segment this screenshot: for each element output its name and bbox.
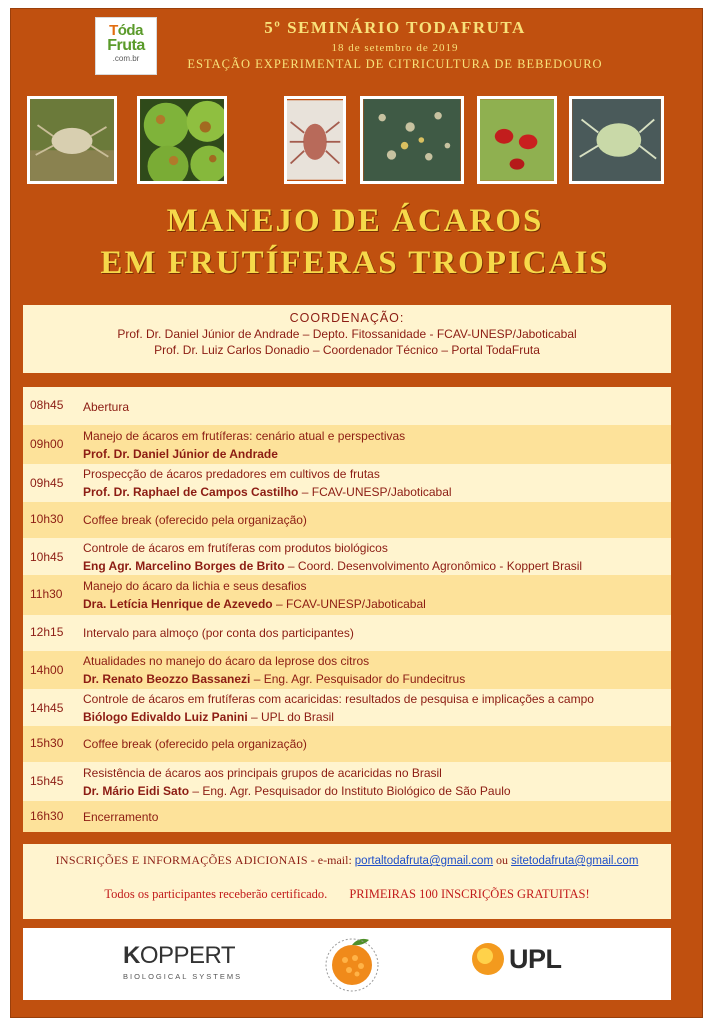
schedule-time: 14h00 bbox=[30, 663, 64, 677]
registration-info bbox=[23, 844, 671, 919]
schedule-row bbox=[23, 538, 671, 575]
sponsors-bar bbox=[23, 928, 671, 1000]
main-title bbox=[30, 200, 680, 284]
schedule-row bbox=[23, 651, 671, 689]
fundecitrus-logo-icon[interactable] bbox=[323, 934, 381, 992]
upl-logo-text: UPL bbox=[509, 943, 562, 974]
upl-sun-icon bbox=[471, 942, 505, 976]
schedule-row bbox=[23, 425, 671, 464]
schedule-topic: Intervalo para almoço (por conta dos participantes) bbox=[83, 626, 354, 640]
schedule-affiliation: – Coord. Desenvolvimento Agronômico - Koppert Brasil bbox=[284, 559, 583, 573]
event-date: 18 de setembro de 2019 bbox=[331, 42, 459, 54]
event-place: ESTAÇÃO EXPERIMENTAL DE CITRICULTURA DE BEBEDOURO bbox=[187, 57, 603, 71]
schedule-topic: Resistência de ácaros aos principais grupos de acaricidas no Brasil bbox=[83, 766, 442, 780]
red-mites-photo bbox=[477, 96, 557, 184]
fruit-photo bbox=[137, 96, 227, 184]
coordinator-2: Prof. Dr. Luiz Carlos Donadio – Coordenador Técnico – Portal TodaFruta bbox=[154, 343, 540, 357]
free-registration-note: PRIMEIRAS 100 INSCRIÇÕES GRATUITAS! bbox=[349, 887, 590, 901]
schedule-time: 09h00 bbox=[30, 437, 64, 451]
schedule-topic: Abertura bbox=[83, 400, 130, 414]
schedule-affiliation: – Eng. Agr. Pesquisador do Instituto Biológico de São Paulo bbox=[189, 784, 511, 798]
certificate-note: Todos os participantes receberão certificado. bbox=[104, 887, 328, 901]
schedule-row bbox=[23, 575, 671, 615]
logo-text-fruta: Fruta bbox=[107, 37, 145, 54]
schedule-topic: Encerramento bbox=[83, 810, 159, 824]
main-title-line2: EM FRUTÍFERAS TROPICAIS bbox=[100, 245, 610, 281]
mite-photo-2 bbox=[284, 96, 346, 184]
schedule-speaker: Dra. Letícia Henrique de Azevedo bbox=[83, 597, 273, 611]
coordination-heading: COORDENAÇÃO: bbox=[289, 311, 405, 325]
schedule-row bbox=[23, 387, 671, 425]
schedule-row bbox=[23, 464, 671, 502]
email-link-site[interactable]: sitetodafruta@gmail.com bbox=[511, 855, 639, 867]
schedule-topic: Manejo do ácaro da lichia e seus desafios bbox=[83, 579, 307, 593]
leaf-mites-photo bbox=[360, 96, 464, 184]
schedule-time: 12h15 bbox=[30, 625, 64, 639]
schedule-speaker: Biólogo Edivaldo Luiz Panini bbox=[83, 710, 248, 724]
schedule-time: 10h30 bbox=[30, 512, 64, 526]
koppert-logo-subtitle: BIOLOGICAL SYSTEMS bbox=[123, 972, 243, 981]
schedule-time: 09h45 bbox=[30, 476, 64, 490]
event-title: 5º SEMINÁRIO TODAFRUTA bbox=[264, 18, 526, 37]
logo-text-t: T bbox=[109, 22, 118, 39]
schedule-speaker: Dr. Renato Beozzo Bassanezi bbox=[83, 672, 251, 686]
schedule-speaker: Prof. Dr. Daniel Júnior de Andrade bbox=[83, 447, 278, 461]
coordination-box bbox=[23, 305, 671, 373]
schedule-affiliation: – UPL do Brasil bbox=[247, 710, 334, 724]
schedule-row bbox=[23, 689, 671, 726]
schedule-topic: Atualidades no manejo do ácaro da leprose dos citros bbox=[83, 654, 370, 668]
email-or: ou bbox=[493, 853, 512, 867]
todafruta-logo[interactable] bbox=[95, 17, 157, 75]
schedule-row bbox=[23, 615, 671, 651]
schedule-time: 16h30 bbox=[30, 809, 64, 823]
mite-photo-3 bbox=[569, 96, 664, 184]
logo-text-oda: óda bbox=[117, 22, 143, 39]
email-link-portal[interactable]: portaltodafruta@gmail.com bbox=[354, 855, 494, 867]
mite-photo-1 bbox=[27, 96, 117, 184]
schedule-time: 11h30 bbox=[30, 587, 63, 601]
email-prefix: - e-mail: bbox=[307, 853, 355, 867]
schedule-topic: Prospecção de ácaros predadores em cultivos de frutas bbox=[83, 467, 380, 481]
registration-label: INSCRIÇÕES E INFORMAÇÕES ADICIONAIS bbox=[55, 853, 308, 867]
schedule-affiliation: – FCAV-UNESP/Jaboticabal bbox=[272, 597, 426, 611]
schedule-row bbox=[23, 762, 671, 801]
schedule-time: 08h45 bbox=[30, 398, 64, 412]
schedule-affiliation: – FCAV-UNESP/Jaboticabal bbox=[298, 485, 452, 499]
schedule-speaker: Eng Agr. Marcelino Borges de Brito bbox=[83, 559, 285, 573]
logo-text-domain: .com.br bbox=[112, 54, 140, 63]
schedule-topic: Controle de ácaros em frutíferas com acaricidas: resultados de pesquisa e implicações a campo bbox=[83, 692, 594, 706]
koppert-logo-k: K bbox=[123, 942, 140, 969]
schedule-speaker: Dr. Mário Eidi Sato bbox=[83, 784, 190, 798]
upl-logo[interactable] bbox=[471, 942, 562, 976]
schedule-topic: Controle de ácaros em frutíferas com produtos biológicos bbox=[83, 541, 388, 555]
photo-strip bbox=[27, 96, 667, 184]
schedule-speaker: Prof. Dr. Raphael de Campos Castilho bbox=[83, 485, 299, 499]
schedule-topic: Coffee break (oferecido pela organização) bbox=[83, 513, 307, 527]
schedule-row bbox=[23, 801, 671, 832]
koppert-logo[interactable] bbox=[123, 942, 242, 981]
main-title-line1: MANEJO DE ÁCAROS bbox=[166, 203, 544, 239]
schedule-table bbox=[23, 387, 671, 832]
schedule-affiliation: – Eng. Agr. Pesquisador do Fundecitrus bbox=[250, 672, 466, 686]
schedule-time: 15h45 bbox=[30, 774, 64, 788]
schedule-row bbox=[23, 502, 671, 538]
schedule-row bbox=[23, 726, 671, 762]
schedule-time: 10h45 bbox=[30, 550, 64, 564]
koppert-logo-name: OPPERT bbox=[139, 942, 236, 969]
schedule-time: 15h30 bbox=[30, 736, 64, 750]
schedule-topic: Coffee break (oferecido pela organização) bbox=[83, 737, 307, 751]
schedule-time: 14h45 bbox=[30, 701, 64, 715]
coordinator-1: Prof. Dr. Daniel Júnior de Andrade – Depto. Fitossanidade - FCAV-UNESP/Jaboticabal bbox=[117, 327, 577, 341]
schedule-topic: Manejo de ácaros em frutíferas: cenário atual e perspectivas bbox=[83, 429, 406, 443]
